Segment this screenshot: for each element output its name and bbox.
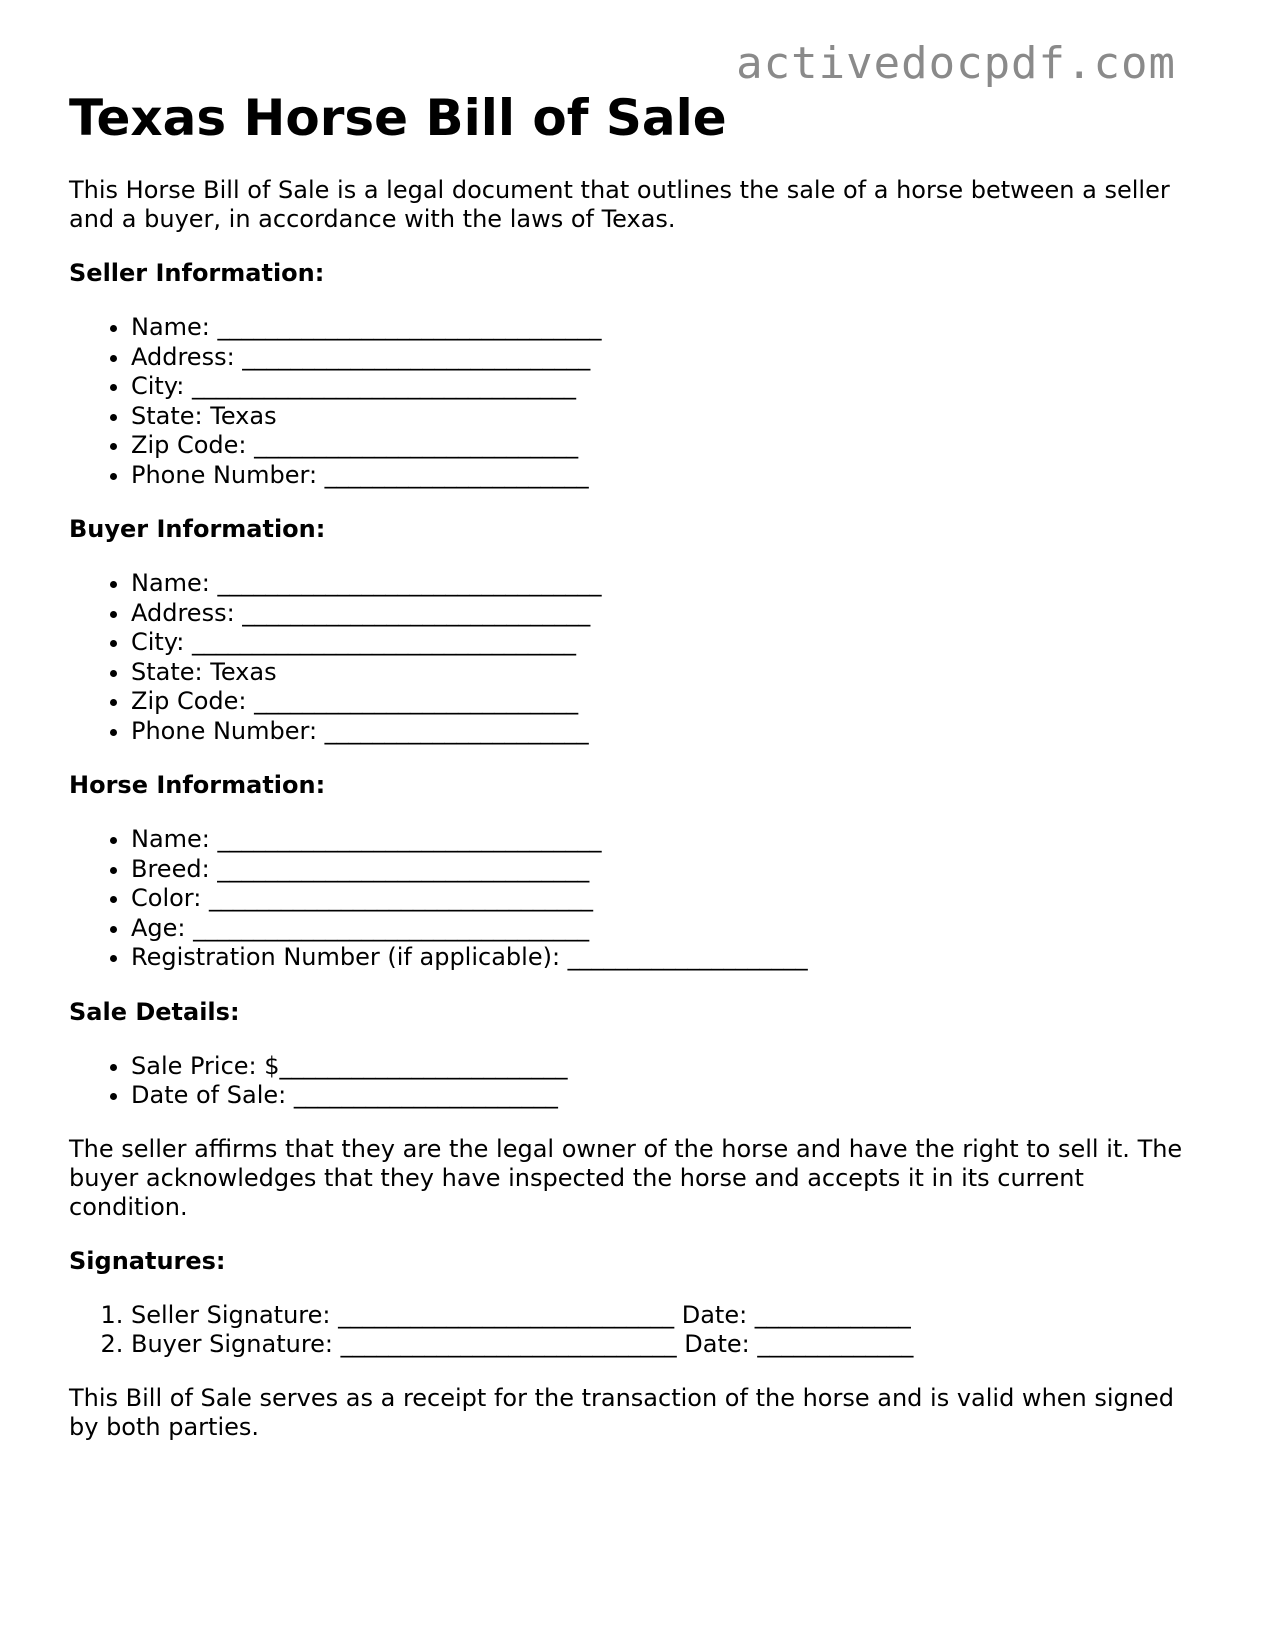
sale-date-field: • Date of Sale: ______________________	[131, 1081, 1189, 1111]
horse-age-field: • Age: _________________________________	[131, 914, 1189, 944]
intro-paragraph: This Horse Bill of Sale is a legal document that outlines the sale of a horse between a seller and a buyer, in accordance with the laws of Texas.	[69, 176, 1170, 233]
horse-name-field: • Name: ________________________________	[131, 825, 1189, 855]
signatures-list	[69, 1301, 1189, 1360]
seller-city-field: • City: ________________________________	[131, 372, 1189, 402]
seller-heading: Seller Information:	[69, 259, 325, 287]
watermark: activedocpdf.com	[736, 38, 1176, 89]
page-title: Texas Horse Bill of Sale	[69, 89, 727, 147]
buyer-zip-field: • Zip Code: ___________________________	[131, 687, 1189, 717]
sale-list	[69, 1052, 1189, 1111]
sale-heading: Sale Details:	[69, 997, 240, 1026]
buyer-heading: Buyer Information:	[69, 515, 326, 543]
signatures-heading: Signatures:	[69, 1246, 226, 1275]
horse-breed-field: • Breed: _______________________________	[131, 855, 1189, 885]
seller-list	[69, 313, 1189, 490]
buyer-list	[69, 569, 1189, 746]
horse-registration-field: • Registration Number (if applicable): ____________________	[131, 943, 1189, 973]
seller-state-field: • State: Texas	[131, 402, 1189, 432]
horse-heading: Horse Information:	[69, 771, 326, 799]
seller-address-field: • Address: _____________________________	[131, 343, 1189, 373]
buyer-signature-field: 2. Buyer Signature: ____________________________ Date: _____________	[131, 1330, 1189, 1360]
affirmation-paragraph: The seller affirms that they are the legal owner of the horse and have the right to sell it. The buyer acknowledges that they have inspected the horse and accepts it in its current condition.	[69, 1134, 1183, 1221]
seller-name-field: • Name: ________________________________	[131, 313, 1189, 343]
buyer-phone-field: • Phone Number: ______________________	[131, 717, 1189, 747]
seller-phone-field: • Phone Number: ______________________	[131, 461, 1189, 491]
horse-color-field: • Color: ________________________________	[131, 884, 1189, 914]
seller-zip-field: • Zip Code: ___________________________	[131, 431, 1189, 461]
buyer-name-field: • Name: ________________________________	[131, 569, 1189, 599]
buyer-state-field: • State: Texas	[131, 658, 1189, 688]
seller-signature-field: 1. Seller Signature: ____________________________ Date: _____________	[131, 1301, 1189, 1331]
horse-list	[69, 825, 1189, 973]
document-body	[69, 86, 1189, 1442]
buyer-address-field: • Address: _____________________________	[131, 599, 1189, 629]
buyer-city-field: • City: ________________________________	[131, 628, 1189, 658]
closing-paragraph: This Bill of Sale serves as a receipt for the transaction of the horse and is valid when signed by both parties.	[69, 1383, 1174, 1441]
sale-price-field: • Sale Price: $________________________	[131, 1052, 1189, 1082]
